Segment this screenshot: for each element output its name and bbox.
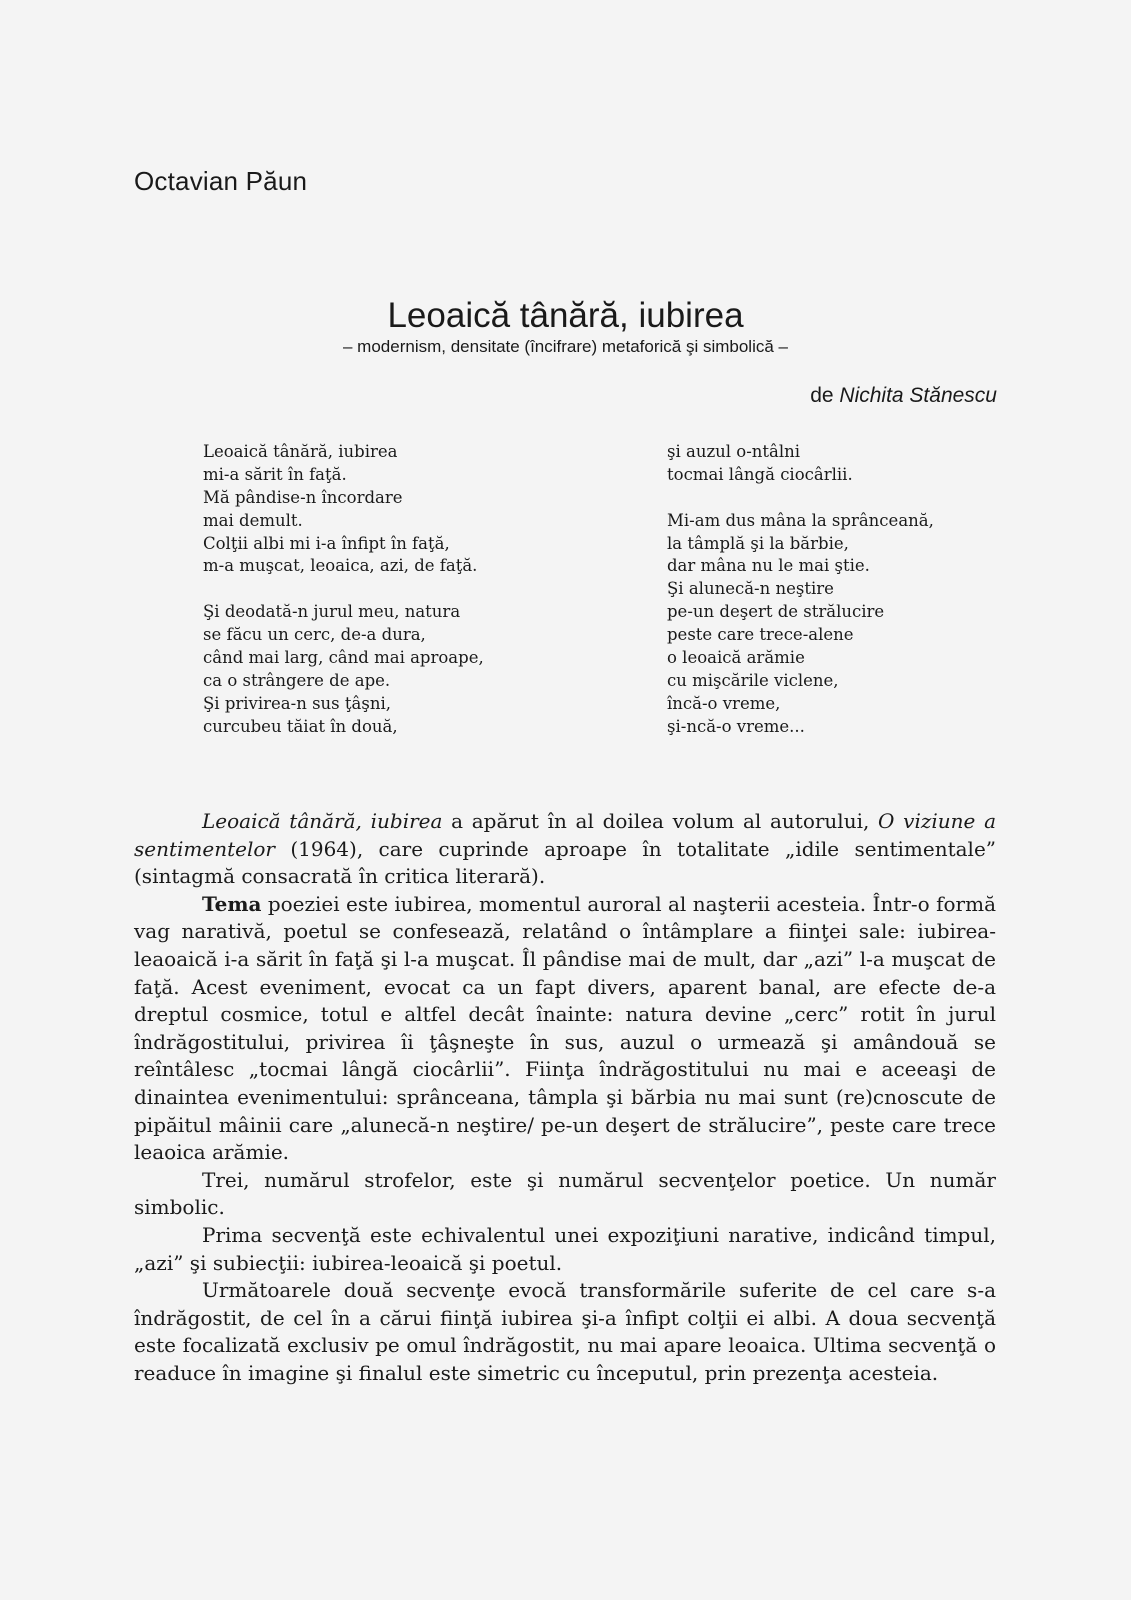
stanza-break	[667, 487, 934, 510]
poem-line: mai demult.	[203, 510, 303, 530]
poem-line: dar mâna nu le mai ştie.	[667, 556, 870, 576]
stanza	[203, 441, 484, 578]
stanza	[667, 441, 934, 487]
article-title: Leoaică tânără, iubirea	[387, 296, 744, 335]
poem-line: se făcu un cerc, de-a dura,	[203, 625, 426, 645]
poem-right-column	[667, 441, 934, 739]
poem-line: curcubeu tăiat în două,	[203, 716, 398, 736]
poem-line: ca o strângere de ape.	[203, 670, 391, 690]
poem-line: Mi-am dus mâna la sprânceană,	[667, 510, 934, 530]
article-subtitle: – modernism, densitate (încifrare) metaforică şi simbolică –	[343, 337, 788, 356]
poem-line: când mai larg, când mai aproape,	[203, 648, 484, 668]
poem-left-column	[203, 441, 484, 739]
poem-line: Şi alunecă-n neştire	[667, 579, 834, 599]
text-span: poeziei este iubirea, momentul auroral al naşterii acesteia. Într-o formă vag narativă, poetul se confesează, relatând o întâmplare a fiinţei sale: iubirea-leaoaică i-a sărit în faţă şi l-a muşcat. Îl pândise mai de mult, dar „azi” l-a muşcat de faţă. Acest eveniment, evocat ca un fapt divers, aparent banal, are efecte de-a dreptul cosmice, totul e altfel decât înainte: natura devine „cerc” rotit în jurul îndrăgostitului, privirea îi ţâşneşte în sus, auzul o urmează şi amândouă se reîntâlesc „tocmai lângă ciocârlii”. Fiinţa îndrăgostitului nu mai e aceeaşi de dinaintea evenimentului: sprânceana, tâmpla şi bărbia nu mai sunt (re)cnoscute de pipăitul mâinii care „alunecă-n neştire/ pe-un deşert de strălucire”, peste care trece leaoica arămie.	[134, 891, 996, 1165]
poem-line: m-a muşcat, leoaica, azi, de faţă.	[203, 556, 478, 576]
poem-line: şi auzul o-ntâlni	[667, 442, 801, 461]
poet-name: Nichita Stănescu	[839, 384, 997, 407]
poem-line: Şi deodată-n jurul meu, natura	[203, 602, 461, 622]
volume-title-ref: O viziune a sentimentelor	[134, 809, 996, 861]
poem-line: încă-o vreme,	[667, 693, 781, 713]
poem-line: şi-ncă-o vreme...	[667, 716, 805, 736]
stanza	[203, 601, 484, 738]
essay-paragraph: Prima secvenţă este echivalentul unei expoziţiuni narative, indicând timpul, „azi” şi subiecţii: iubirea-leoaică şi poetul.	[134, 1222, 996, 1275]
poem-line: mi-a sărit în faţă.	[203, 464, 347, 484]
poem-title-ref: Leoaică tânără, iubirea	[202, 809, 443, 833]
byline	[810, 384, 997, 408]
poem-line: Şi privirea-n sus ţâşni,	[203, 693, 391, 713]
essay-paragraph	[134, 808, 996, 891]
stanza	[667, 510, 934, 739]
theme-label: Tema	[202, 891, 262, 916]
essay-paragraph: Trei, numărul strofelor, este şi numărul secvenţelor poetice. Un număr simbolic.	[134, 1167, 996, 1220]
text-span: (1964), care cuprinde aproape în totalitate „idile sentimentale” (sintagmă consacrată în critica literară).	[134, 836, 996, 889]
poem-line: o leoaică arămie	[667, 648, 805, 668]
poem-line: cu mişcările viclene,	[667, 670, 839, 690]
stanza-break	[203, 578, 484, 601]
poem-line: la tâmplă şi la bărbie,	[667, 533, 849, 553]
page-header-author: Octavian Păun	[134, 166, 308, 196]
poem-line: Mă pândise-n încordare	[203, 487, 403, 507]
byline-prefix: de	[810, 384, 840, 407]
essay-paragraph	[134, 891, 996, 1167]
poem-line: Leoaică tânără, iubirea	[203, 442, 398, 461]
text-span: a apărut în al doilea volum al autorului,	[442, 809, 879, 833]
essay-paragraph: Următoarele două secvenţe evocă transformările suferite de cel care s-a îndrăgostit, de cel în a cărui fiinţă iubirea şi-a înfipt colţii ei albi. A doua secvenţă este focalizată exclusiv pe omul îndrăgostit, nu mai apare leoaica. Ultima secvenţă o readuce în imagine şi finalul este simetric cu începutul, prin prezenţa acesteia.	[134, 1278, 996, 1385]
essay-body	[134, 808, 996, 1387]
poem-line: pe-un deşert de strălucire	[667, 602, 885, 622]
poem-line: Colţii albi mi i-a înfipt în faţă,	[203, 533, 450, 553]
poem-line: peste care trece-alene	[667, 625, 854, 645]
poem-line: tocmai lângă ciocârlii.	[667, 464, 853, 484]
